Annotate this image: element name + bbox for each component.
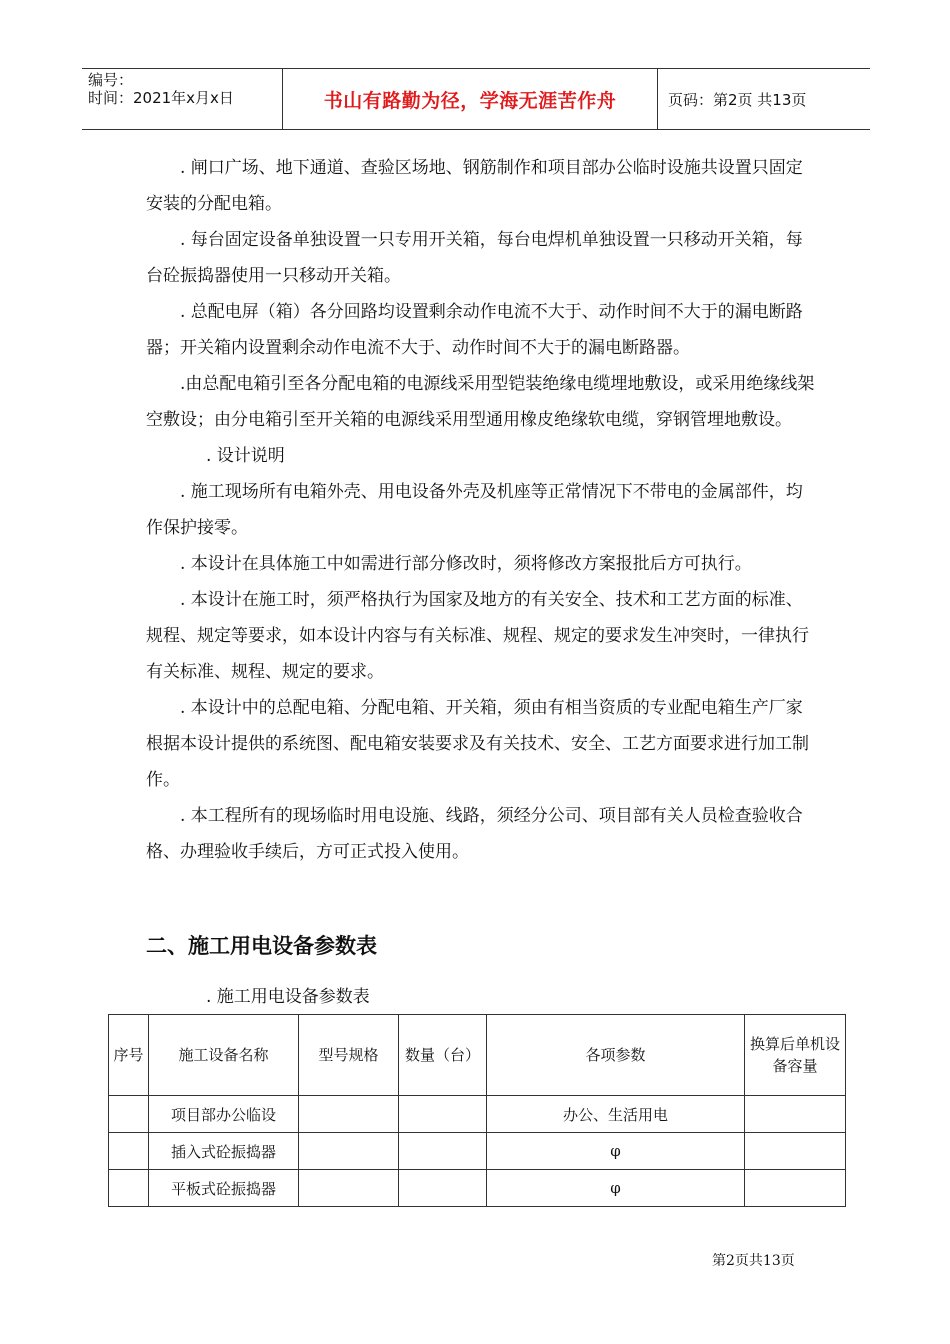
table-cell [745,1133,846,1170]
header-motto-cell [282,69,658,129]
motto: 书山有路勤为径，学海无涯苦作舟 [323,89,617,112]
page-footer: 第2页共13页 [712,1253,795,1269]
col-header: 施工设备名称 [149,1015,299,1096]
table-row [109,1170,846,1207]
table-cell: 平板式砼振捣器 [149,1170,299,1207]
header-meta [82,69,282,129]
table-cell [399,1096,487,1133]
table-cell: φ [487,1170,745,1207]
table-cell: φ [487,1133,745,1170]
paragraph: . 施工现场所有电箱外壳、用电设备外壳及机座等正常情况下不带电的金属部件，均作保护接零。 [146,482,803,538]
col-header: 各项参数 [487,1015,745,1096]
paragraph: . 本工程所有的现场临时用电设施、线路，须经分公司、项目部有关人员检查验收合格、办理验收手续后，方可正式投入使用。 [146,806,803,862]
page-header [82,68,870,130]
col-header: 数量（台） [399,1015,487,1096]
table-cell: 插入式砼振捣器 [149,1133,299,1170]
table-cell [745,1096,846,1133]
table-cell [109,1170,149,1207]
table-cell [399,1170,487,1207]
col-header: 序号 [109,1015,149,1096]
table-row [109,1096,846,1133]
col-header: 型号规格 [299,1015,399,1096]
number-label: 编号： [88,71,134,89]
paragraph: . 本设计在具体施工中如需进行部分修改时，须将修改方案报批后方可执行。 [180,554,752,574]
equipment-table [108,1014,846,1207]
page-info: 页码：第2页 共13页 [668,90,807,109]
body-text [146,150,816,870]
paragraph: . 本设计中的总配电箱、分配电箱、开关箱，须由有相当资质的专业配电箱生产厂家根据本设计提供的系统图、配电箱安装要求及有关技术、安全、工艺方面要求进行加工制作。 [146,698,809,790]
col-header: 换算后单机设备容量 [745,1015,846,1096]
table-cell: 办公、生活用电 [487,1096,745,1133]
table-header-row [109,1015,846,1096]
paragraph: .由总配电箱引至各分配电箱的电源线采用型铠装绝缘电缆埋地敷设，或采用绝缘线架空敷设；由分电箱引至开关箱的电源线采用型通用橡皮绝缘软电缆，穿钢管埋地敷设。 [146,374,815,430]
table-cell [109,1133,149,1170]
table-title: . 施工用电设备参数表 [206,987,370,1007]
paragraph: . 总配电屏（箱）各分回路均设置剩余动作电流不大于、动作时间不大于的漏电断路器；开关箱内设置剩余动作电流不大于、动作时间不大于的漏电断路器。 [146,302,803,358]
time-label: 时间：2021年x月x日 [88,89,234,107]
table-cell [299,1096,399,1133]
table-cell [399,1133,487,1170]
section-title: 二、施工用电设备参数表 [146,934,377,958]
table-cell: 项目部办公临设 [149,1096,299,1133]
paragraph: . 每台固定设备单独设置一只专用开关箱，每台电焊机单独设置一只移动开关箱，每台砼振捣器使用一只移动开关箱。 [146,230,803,286]
table-cell [299,1170,399,1207]
subheading: . 设计说明 [206,446,285,466]
table-row [109,1133,846,1170]
table-cell [299,1133,399,1170]
table-cell [109,1096,149,1133]
paragraph: . 闸口广场、地下通道、查验区场地、钢筋制作和项目部办公临时设施共设置只固定安装的分配电箱。 [146,158,803,214]
table-cell [745,1170,846,1207]
paragraph: . 本设计在施工时，须严格执行为国家及地方的有关安全、技术和工艺方面的标准、规程、规定等要求，如本设计内容与有关标准、规程、规定的要求发生冲突时，一律执行有关标准、规程、规定的要求。 [146,590,809,682]
